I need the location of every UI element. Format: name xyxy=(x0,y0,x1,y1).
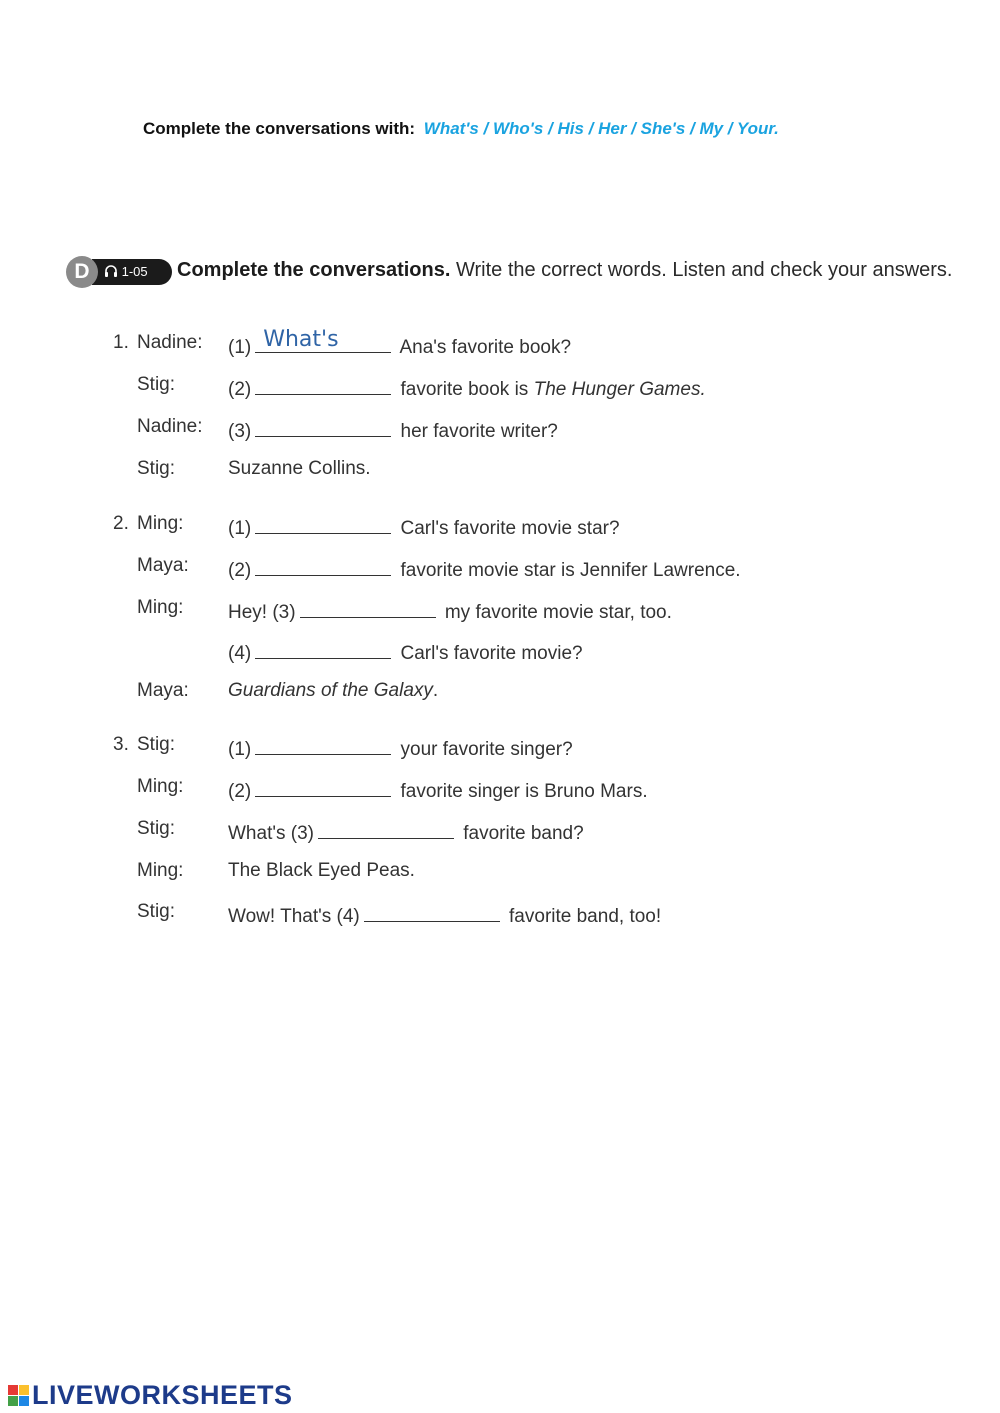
speaker: Stig: xyxy=(137,458,176,479)
line-text: favorite band, too! xyxy=(509,906,662,927)
answer-blank[interactable] xyxy=(255,327,391,353)
line-text: your favorite singer? xyxy=(400,739,573,760)
exercise-badge: D xyxy=(66,256,98,288)
line-text: Carl's favorite movie? xyxy=(400,643,583,664)
blank-marker: (2) xyxy=(228,379,252,400)
word-bank: What's / Who's / His / Her / She's / My / Your. xyxy=(423,119,779,138)
headphones-icon xyxy=(104,264,122,279)
audio-track-label xyxy=(92,259,172,285)
track-number: 1-05 xyxy=(121,264,148,279)
conv-number: 2. xyxy=(113,513,129,534)
line-text: Suzanne Collins. xyxy=(228,458,371,479)
answer-blank[interactable] xyxy=(255,555,391,576)
brand-name: LIVEWORKSHEETS xyxy=(32,1380,293,1410)
speaker: Ming: xyxy=(137,776,184,797)
line-text: favorite band? xyxy=(463,823,584,844)
liveworksheets-logo[interactable] xyxy=(8,1380,293,1411)
logo-square xyxy=(8,1385,18,1395)
speaker: Stig: xyxy=(137,818,176,839)
speaker: Ming: xyxy=(137,860,184,881)
blank-marker: (1) xyxy=(228,337,252,358)
speaker: Stig: xyxy=(137,374,176,395)
line-text: favorite book is xyxy=(400,379,529,400)
conv-number: 3. xyxy=(113,734,129,755)
speaker: Ming: xyxy=(137,597,184,618)
speaker: Ming: xyxy=(137,513,184,534)
line-text: Carl's favorite movie star? xyxy=(400,518,620,539)
exercise-title-rest: Write the correct words. Listen and check your answers. xyxy=(455,259,953,281)
speaker: Stig: xyxy=(137,734,176,755)
logo-square xyxy=(8,1396,18,1406)
answer-blank[interactable] xyxy=(255,513,391,534)
line-text: her favorite writer? xyxy=(400,421,558,442)
logo-square xyxy=(19,1396,29,1406)
speaker: Stig: xyxy=(137,901,176,922)
blank-marker: (2) xyxy=(228,781,252,802)
blank-marker: (4) xyxy=(228,643,252,664)
movie-title: Guardians of the Galaxy xyxy=(228,680,433,701)
instruction xyxy=(143,119,779,139)
answer-blank[interactable] xyxy=(255,776,391,797)
blank-marker: (1) xyxy=(228,518,252,539)
answer-blank[interactable] xyxy=(255,734,391,755)
line-text: Hey! (3) xyxy=(228,602,296,623)
line-text: The Black Eyed Peas. xyxy=(228,860,415,881)
line-text: my favorite movie star, too. xyxy=(444,602,672,623)
speaker: Nadine: xyxy=(137,416,203,437)
line-text: What's (3) xyxy=(228,823,314,844)
answer-blank[interactable] xyxy=(318,818,454,839)
speaker: Maya: xyxy=(137,555,189,576)
answer-blank[interactable] xyxy=(364,901,500,922)
book-title: The Hunger Games. xyxy=(533,379,706,400)
logo-grid-icon xyxy=(8,1385,29,1406)
line-text: . xyxy=(432,680,439,701)
line-text: favorite singer is Bruno Mars. xyxy=(400,781,648,802)
line-text: Ana's favorite book? xyxy=(399,337,572,358)
answer-blank[interactable] xyxy=(255,416,391,437)
line-text: favorite movie star is Jennifer Lawrence. xyxy=(400,560,741,581)
blank-marker: (3) xyxy=(228,421,252,442)
answer-blank[interactable] xyxy=(255,374,391,395)
exercise-title-bold: Complete the conversations. xyxy=(177,259,451,281)
speaker: Maya: xyxy=(137,680,189,701)
speaker: Nadine: xyxy=(137,332,203,353)
example-answer: What's xyxy=(263,327,339,352)
instruction-label: Complete the conversations with: xyxy=(143,119,416,138)
answer-blank[interactable] xyxy=(300,597,436,618)
blank-marker: (1) xyxy=(228,739,252,760)
exercise-title xyxy=(177,256,967,284)
blank-marker: (2) xyxy=(228,560,252,581)
answer-blank[interactable] xyxy=(255,638,391,659)
conv-number: 1. xyxy=(113,332,129,353)
line-text: Wow! That's (4) xyxy=(228,906,360,927)
logo-square xyxy=(19,1385,29,1395)
